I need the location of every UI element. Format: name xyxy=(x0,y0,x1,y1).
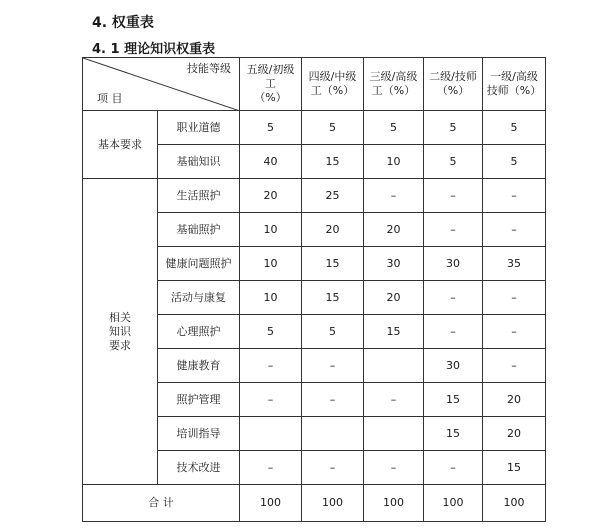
value-cell: – xyxy=(424,213,483,247)
value-cell: 5 xyxy=(424,111,483,145)
value-cell: – xyxy=(424,281,483,315)
value-cell: 10 xyxy=(240,213,302,247)
value-cell: – xyxy=(302,451,364,485)
value-cell: 35 xyxy=(483,247,546,281)
value-cell: 15 xyxy=(302,281,364,315)
item-cell: 技术改进 xyxy=(158,451,240,485)
value-cell: 5 xyxy=(240,315,302,349)
value-cell: 15 xyxy=(483,451,546,485)
weight-table xyxy=(82,57,546,522)
value-cell: – xyxy=(483,213,546,247)
value-cell: 25 xyxy=(302,179,364,213)
value-cell: 15 xyxy=(424,417,483,451)
section-heading: 4. 权重表 xyxy=(92,15,154,31)
group-label: 相关 知识 要求 xyxy=(83,179,158,485)
value-cell: – xyxy=(364,179,424,213)
value-cell: 5 xyxy=(240,111,302,145)
header-row xyxy=(83,58,546,111)
value-cell xyxy=(364,349,424,383)
item-cell: 照护管理 xyxy=(158,383,240,417)
value-cell: 5 xyxy=(424,145,483,179)
total-cell: 100 xyxy=(364,485,424,522)
total-row xyxy=(83,485,546,522)
value-cell: – xyxy=(364,383,424,417)
value-cell: 5 xyxy=(302,111,364,145)
total-label: 合 计 xyxy=(83,485,240,522)
grade-header: 四级/中级 工（%） xyxy=(302,58,364,111)
item-cell: 活动与康复 xyxy=(158,281,240,315)
value-cell xyxy=(240,417,302,451)
value-cell: 5 xyxy=(483,111,546,145)
value-cell: – xyxy=(483,281,546,315)
value-cell: – xyxy=(424,451,483,485)
value-cell: 5 xyxy=(483,145,546,179)
value-cell: – xyxy=(240,383,302,417)
grade-header: 一级/高级 技师（%） xyxy=(483,58,546,111)
value-cell: – xyxy=(302,383,364,417)
total-cell: 100 xyxy=(483,485,546,522)
value-cell: 10 xyxy=(240,281,302,315)
corner-cell xyxy=(83,58,240,111)
value-cell: 20 xyxy=(364,281,424,315)
value-cell: – xyxy=(302,349,364,383)
item-cell: 基础照护 xyxy=(158,213,240,247)
total-cell: 100 xyxy=(240,485,302,522)
value-cell: 30 xyxy=(424,247,483,281)
item-cell: 健康教育 xyxy=(158,349,240,383)
total-cell: 100 xyxy=(424,485,483,522)
item-cell: 生活照护 xyxy=(158,179,240,213)
value-cell: 15 xyxy=(364,315,424,349)
value-cell: – xyxy=(483,349,546,383)
table-row xyxy=(83,111,546,145)
value-cell: 30 xyxy=(424,349,483,383)
grade-header: 三级/高级 工（%） xyxy=(364,58,424,111)
value-cell xyxy=(364,417,424,451)
group-label: 基本要求 xyxy=(83,111,158,179)
value-cell: 20 xyxy=(240,179,302,213)
value-cell: 5 xyxy=(302,315,364,349)
item-cell: 基础知识 xyxy=(158,145,240,179)
grade-header: 二级/技师 （%） xyxy=(424,58,483,111)
value-cell: 20 xyxy=(483,383,546,417)
value-cell: 30 xyxy=(364,247,424,281)
value-cell: – xyxy=(364,451,424,485)
value-cell: – xyxy=(483,315,546,349)
grade-header: 五级/初级 工 （%） xyxy=(240,58,302,111)
value-cell: – xyxy=(424,315,483,349)
item-cell: 培训指导 xyxy=(158,417,240,451)
item-cell: 健康问题照护 xyxy=(158,247,240,281)
value-cell: 40 xyxy=(240,145,302,179)
value-cell: 20 xyxy=(483,417,546,451)
item-label: 项 目 xyxy=(97,92,123,105)
value-cell: – xyxy=(424,179,483,213)
value-cell: 10 xyxy=(364,145,424,179)
value-cell: – xyxy=(240,349,302,383)
item-cell: 职业道德 xyxy=(158,111,240,145)
skill-level-label: 技能等级 xyxy=(187,62,231,75)
value-cell xyxy=(302,417,364,451)
value-cell: 5 xyxy=(364,111,424,145)
value-cell: 15 xyxy=(302,247,364,281)
value-cell: – xyxy=(240,451,302,485)
value-cell: 20 xyxy=(302,213,364,247)
table-row xyxy=(83,179,546,213)
value-cell: 20 xyxy=(364,213,424,247)
value-cell: 10 xyxy=(240,247,302,281)
table-heading: 4. 1 理论知识权重表 xyxy=(92,42,216,57)
item-cell: 心理照护 xyxy=(158,315,240,349)
value-cell: – xyxy=(483,179,546,213)
value-cell: 15 xyxy=(302,145,364,179)
total-cell: 100 xyxy=(302,485,364,522)
value-cell: 15 xyxy=(424,383,483,417)
